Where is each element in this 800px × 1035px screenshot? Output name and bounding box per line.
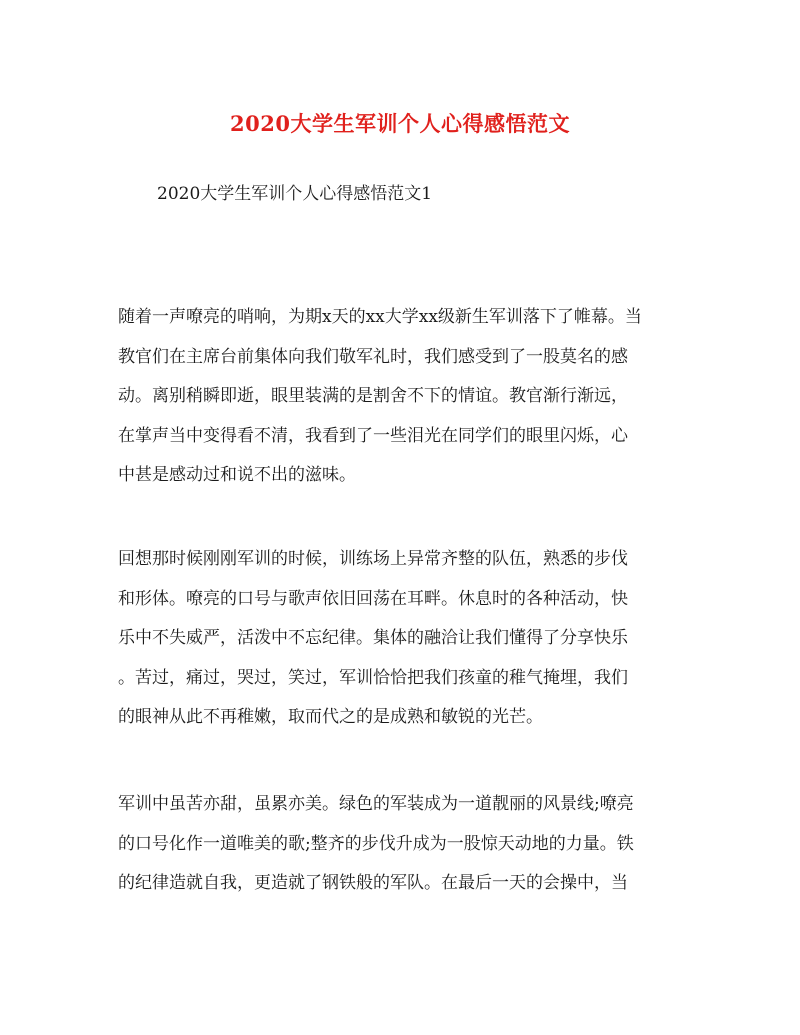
paragraph-line: 。苦过，痛过，哭过，笑过，军训恰恰把我们孩童的稚气掩埋，我们	[118, 667, 628, 688]
paragraph-line: 的口号化作一道唯美的歌;整齐的步伐升成为一股惊天动地的力量。铁	[118, 833, 634, 854]
paragraph-line: 回想那时候刚刚军训的时候，训练场上异常齐整的队伍，熟悉的步伐	[118, 549, 628, 569]
paragraph-3	[118, 785, 684, 904]
paragraph-line: 教官们在主席台前集体向我们敬军礼时，我们感受到了一股莫名的感	[118, 346, 628, 367]
paragraph-line: 和形体。嘹亮的口号与歌声依旧回荡在耳畔。休息时的各种活动，快	[118, 588, 628, 609]
paragraph-line: 中甚是感动过和说不出的滋味。	[118, 465, 356, 485]
paragraph-line: 乐中不失威严，活泼中不忘纪律。集体的融洽让我们懂得了分享快乐	[118, 628, 628, 648]
paragraph-line: 动。离别稍瞬即逝，眼里装满的是割舍不下的情谊。教官渐行渐远，	[118, 386, 628, 406]
document-title: 2020大学生军训个人心得感悟范文	[230, 111, 570, 136]
paragraph-line: 随着一声嘹亮的哨响，为期x天的xx大学xx级新生军训落下了帷幕。当	[118, 307, 642, 327]
paragraph-line: 军训中虽苦亦甜，虽累亦美。绿色的军装成为一道靓丽的风景线;嘹亮	[118, 794, 634, 814]
document-subtitle: 2020大学生军训个人心得感悟范文1	[157, 184, 433, 204]
paragraph-line: 在掌声当中变得看不清，我看到了一些泪光在同学们的眼里闪烁，心	[118, 425, 628, 446]
paragraph-1	[118, 298, 684, 496]
paragraph-line: 的眼神从此不再稚嫩，取而代之的是成熟和敏锐的光芒。	[118, 707, 543, 727]
paragraph-2	[118, 540, 684, 738]
paragraph-line: 的纪律造就自我，更造就了钢铁般的军队。在最后一天的会操中，当	[118, 873, 628, 893]
